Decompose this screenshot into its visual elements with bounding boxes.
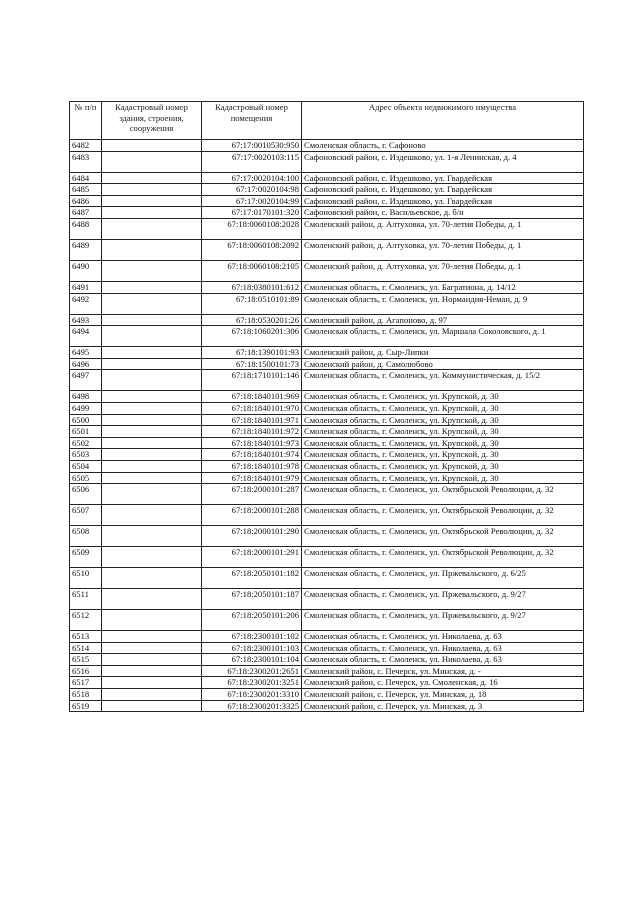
table-row: [70, 631, 584, 643]
row-number-cell: 6498: [70, 391, 102, 403]
premises-cadastral-cell: 67:18:2300101:103: [202, 642, 302, 654]
building-cadastral-cell: [102, 281, 202, 293]
address-cell: Смоленская область, г. Смоленск, ул. Крупской, д. 30: [302, 426, 584, 438]
table-row: [70, 370, 584, 391]
address-cell: Смоленская область, г. Смоленск, ул. Багратиона, д. 14/12: [302, 281, 584, 293]
building-cadastral-cell: [102, 631, 202, 643]
address-cell: Смоленская область, г. Смоленск, ул. Крупской, д. 30: [302, 402, 584, 414]
header-premises-cadastral-number: Кадастровый номер помещения: [202, 102, 302, 140]
premises-cadastral-cell: 67:18:2050101:187: [202, 589, 302, 610]
address-cell: Смоленский район, д. Сыр-Липки: [302, 347, 584, 359]
row-number-cell: 6493: [70, 314, 102, 326]
table-row: [70, 449, 584, 461]
address-cell: Смоленская область, г. Смоленск, ул. Октябрьской Революции, д. 32: [302, 484, 584, 505]
table-row: [70, 195, 584, 207]
building-cadastral-cell: [102, 239, 202, 260]
premises-cadastral-cell: 67:18:2050101:182: [202, 568, 302, 589]
row-number-cell: 6502: [70, 437, 102, 449]
address-cell: Смоленский район, д. Алтуховка, ул. 70-летия Победы, д. 1: [302, 239, 584, 260]
premises-cadastral-cell: 67:18:1840101:971: [202, 414, 302, 426]
building-cadastral-cell: [102, 260, 202, 281]
row-number-cell: 6482: [70, 140, 102, 152]
table-row: [70, 391, 584, 403]
address-cell: Смоленская область, г. Смоленск, ул. Крупской, д. 30: [302, 449, 584, 461]
row-number-cell: 6483: [70, 151, 102, 172]
table-row: [70, 437, 584, 449]
building-cadastral-cell: [102, 195, 202, 207]
premises-cadastral-cell: 67:18:2000101:291: [202, 547, 302, 568]
address-cell: Смоленская область, г. Смоленск, ул. Коммунистическая, д. 15/2: [302, 370, 584, 391]
premises-cadastral-cell: 67:18:2000101:290: [202, 526, 302, 547]
address-cell: Смоленская область, г. Смоленск, ул. Октябрьской Революции, д. 32: [302, 547, 584, 568]
address-cell: Смоленская область, г. Смоленск, ул. Пржевальского, д. 9/27: [302, 610, 584, 631]
building-cadastral-cell: [102, 568, 202, 589]
address-cell: Смоленская область, г. Смоленск, ул. Пржевальского, д. 9/27: [302, 589, 584, 610]
header-property-address: Адрес объекта недвижимого имущества: [302, 102, 584, 140]
address-cell: Смоленская область, г. Сафоново: [302, 140, 584, 152]
building-cadastral-cell: [102, 426, 202, 438]
table-row: [70, 700, 584, 712]
building-cadastral-cell: [102, 347, 202, 359]
row-number-cell: 6490: [70, 260, 102, 281]
row-number-cell: 6504: [70, 460, 102, 472]
address-cell: Смоленская область, г. Смоленск, ул. Октябрьской Революции, д. 32: [302, 526, 584, 547]
table-header-row: [70, 102, 584, 140]
row-number-cell: 6491: [70, 281, 102, 293]
premises-cadastral-cell: 67:18:2300101:102: [202, 631, 302, 643]
premises-cadastral-cell: 67:18:2000101:288: [202, 505, 302, 526]
premises-cadastral-cell: 67:18:1710101:146: [202, 370, 302, 391]
address-cell: Смоленская область, г. Смоленск, ул. Николаева, д. 63: [302, 642, 584, 654]
premises-cadastral-cell: 67:18:2300201:3310: [202, 689, 302, 701]
building-cadastral-cell: [102, 218, 202, 239]
row-number-cell: 6492: [70, 293, 102, 314]
table-row: [70, 347, 584, 359]
premises-cadastral-cell: 67:18:1390101:93: [202, 347, 302, 359]
address-cell: Сафоновский район, с. Издешково, ул. Гвардейская: [302, 184, 584, 196]
table-row: [70, 293, 584, 314]
premises-cadastral-cell: 67:18:2300201:3251: [202, 677, 302, 689]
row-number-cell: 6518: [70, 689, 102, 701]
building-cadastral-cell: [102, 172, 202, 184]
table-row: [70, 654, 584, 666]
row-number-cell: 6506: [70, 484, 102, 505]
premises-cadastral-cell: 67:17:0170101:320: [202, 207, 302, 219]
row-number-cell: 6511: [70, 589, 102, 610]
table-row: [70, 414, 584, 426]
building-cadastral-cell: [102, 370, 202, 391]
row-number-cell: 6514: [70, 642, 102, 654]
table-row: [70, 218, 584, 239]
row-number-cell: 6512: [70, 610, 102, 631]
row-number-cell: 6500: [70, 414, 102, 426]
premises-cadastral-cell: 67:18:0060108:2105: [202, 260, 302, 281]
building-cadastral-cell: [102, 700, 202, 712]
header-row-number: № п/п: [70, 102, 102, 140]
premises-cadastral-cell: 67:17:0020103:115: [202, 151, 302, 172]
premises-cadastral-cell: 67:17:0010530:950: [202, 140, 302, 152]
building-cadastral-cell: [102, 402, 202, 414]
building-cadastral-cell: [102, 358, 202, 370]
address-cell: Смоленская область, г. Смоленск, ул. Николаева, д. 63: [302, 631, 584, 643]
building-cadastral-cell: [102, 472, 202, 484]
address-cell: Смоленская область, г. Смоленск, ул. Маршала Соколовского, д. 1: [302, 326, 584, 347]
building-cadastral-cell: [102, 526, 202, 547]
row-number-cell: 6503: [70, 449, 102, 461]
premises-cadastral-cell: 67:18:1840101:973: [202, 437, 302, 449]
premises-cadastral-cell: 67:18:0530201:26: [202, 314, 302, 326]
building-cadastral-cell: [102, 642, 202, 654]
address-cell: Смоленская область, г. Смоленск, ул. Пржевальского, д. 6/25: [302, 568, 584, 589]
property-register-table: [69, 101, 584, 712]
address-cell: Смоленская область, г. Смоленск, ул. Николаева, д. 63: [302, 654, 584, 666]
table-row: [70, 426, 584, 438]
premises-cadastral-cell: 67:18:2000101:287: [202, 484, 302, 505]
building-cadastral-cell: [102, 140, 202, 152]
building-cadastral-cell: [102, 547, 202, 568]
row-number-cell: 6505: [70, 472, 102, 484]
row-number-cell: 6484: [70, 172, 102, 184]
premises-cadastral-cell: 67:18:2300101:104: [202, 654, 302, 666]
row-number-cell: 6488: [70, 218, 102, 239]
premises-cadastral-cell: 67:18:1840101:979: [202, 472, 302, 484]
table-row: [70, 358, 584, 370]
row-number-cell: 6515: [70, 654, 102, 666]
building-cadastral-cell: [102, 589, 202, 610]
table-row: [70, 526, 584, 547]
row-number-cell: 6513: [70, 631, 102, 643]
premises-cadastral-cell: 67:18:2300201:3325: [202, 700, 302, 712]
table-row: [70, 402, 584, 414]
table-row: [70, 484, 584, 505]
premises-cadastral-cell: 67:18:1500101:73: [202, 358, 302, 370]
building-cadastral-cell: [102, 484, 202, 505]
address-cell: Смоленский район, д. Алтуховка, ул. 70-летия Победы, д. 1: [302, 260, 584, 281]
premises-cadastral-cell: 67:18:1840101:978: [202, 460, 302, 472]
address-cell: Смоленский район, с. Печерск, ул. Минская, д. 18: [302, 689, 584, 701]
row-number-cell: 6517: [70, 677, 102, 689]
premises-cadastral-cell: 67:18:0510101:89: [202, 293, 302, 314]
table-row: [70, 207, 584, 219]
address-cell: Смоленская область, г. Смоленск, ул. Нормандия-Неман, д. 9: [302, 293, 584, 314]
building-cadastral-cell: [102, 654, 202, 666]
building-cadastral-cell: [102, 184, 202, 196]
building-cadastral-cell: [102, 151, 202, 172]
table-row: [70, 172, 584, 184]
row-number-cell: 6495: [70, 347, 102, 359]
header-building-cadastral-number: Кадастровый номер здания, строения, сооружения: [102, 102, 202, 140]
premises-cadastral-cell: 67:18:1060201:306: [202, 326, 302, 347]
premises-cadastral-cell: 67:17:0020104:99: [202, 195, 302, 207]
building-cadastral-cell: [102, 505, 202, 526]
premises-cadastral-cell: 67:18:1840101:972: [202, 426, 302, 438]
address-cell: Смоленская область, г. Смоленск, ул. Крупской, д. 30: [302, 437, 584, 449]
table-row: [70, 505, 584, 526]
building-cadastral-cell: [102, 207, 202, 219]
building-cadastral-cell: [102, 293, 202, 314]
address-cell: Сафоновский район, с. Издешково, ул. Гвардейская: [302, 195, 584, 207]
premises-cadastral-cell: 67:18:0380101:612: [202, 281, 302, 293]
row-number-cell: 6494: [70, 326, 102, 347]
building-cadastral-cell: [102, 677, 202, 689]
row-number-cell: 6510: [70, 568, 102, 589]
table-row: [70, 260, 584, 281]
row-number-cell: 6499: [70, 402, 102, 414]
row-number-cell: 6507: [70, 505, 102, 526]
address-cell: Сафоновский район, с. Васильевское, д. б/н: [302, 207, 584, 219]
row-number-cell: 6487: [70, 207, 102, 219]
table-row: [70, 239, 584, 260]
premises-cadastral-cell: 67:18:2050101:206: [202, 610, 302, 631]
row-number-cell: 6508: [70, 526, 102, 547]
row-number-cell: 6496: [70, 358, 102, 370]
premises-cadastral-cell: 67:18:2300201:2651: [202, 665, 302, 677]
building-cadastral-cell: [102, 689, 202, 701]
address-cell: Смоленский район, с. Печерск, ул. Минская, д. 3: [302, 700, 584, 712]
row-number-cell: 6489: [70, 239, 102, 260]
row-number-cell: 6486: [70, 195, 102, 207]
table-row: [70, 610, 584, 631]
premises-cadastral-cell: 67:17:0020104:100: [202, 172, 302, 184]
building-cadastral-cell: [102, 314, 202, 326]
premises-cadastral-cell: 67:18:0060108:2028: [202, 218, 302, 239]
table-row: [70, 568, 584, 589]
address-cell: Смоленская область, г. Смоленск, ул. Крупской, д. 30: [302, 414, 584, 426]
address-cell: Смоленская область, г. Смоленск, ул. Октябрьской Революции, д. 32: [302, 505, 584, 526]
table-row: [70, 140, 584, 152]
row-number-cell: 6497: [70, 370, 102, 391]
table-row: [70, 689, 584, 701]
table-row: [70, 472, 584, 484]
table-row: [70, 281, 584, 293]
address-cell: Смоленская область, г. Смоленск, ул. Крупской, д. 30: [302, 472, 584, 484]
building-cadastral-cell: [102, 391, 202, 403]
address-cell: Смоленский район, с. Печерск, ул. Смоленская, д. 16: [302, 677, 584, 689]
address-cell: Сафоновский район, с. Издешково, ул. Гвардейская: [302, 172, 584, 184]
address-cell: Смоленский район, д. Самолюбово: [302, 358, 584, 370]
table-row: [70, 460, 584, 472]
table-row: [70, 547, 584, 568]
row-number-cell: 6485: [70, 184, 102, 196]
address-cell: Смоленский район, д. Алтуховка, ул. 70-летия Победы, д. 1: [302, 218, 584, 239]
premises-cadastral-cell: 67:17:0020104:98: [202, 184, 302, 196]
premises-cadastral-cell: 67:18:1840101:970: [202, 402, 302, 414]
table-row: [70, 184, 584, 196]
table-row: [70, 589, 584, 610]
building-cadastral-cell: [102, 460, 202, 472]
row-number-cell: 6516: [70, 665, 102, 677]
table-row: [70, 665, 584, 677]
row-number-cell: 6501: [70, 426, 102, 438]
row-number-cell: 6519: [70, 700, 102, 712]
table-row: [70, 326, 584, 347]
building-cadastral-cell: [102, 610, 202, 631]
address-cell: Смоленская область, г. Смоленск, ул. Крупской, д. 30: [302, 391, 584, 403]
premises-cadastral-cell: 67:18:0060108:2092: [202, 239, 302, 260]
address-cell: Сафоновский район, с. Издешково, ул. 1-я Ленинская, д. 4: [302, 151, 584, 172]
table-row: [70, 151, 584, 172]
address-cell: Смоленский район, с. Печерск, ул. Минская, д. -: [302, 665, 584, 677]
table-row: [70, 642, 584, 654]
row-number-cell: 6509: [70, 547, 102, 568]
address-cell: Смоленская область, г. Смоленск, ул. Крупской, д. 30: [302, 460, 584, 472]
building-cadastral-cell: [102, 449, 202, 461]
address-cell: Смоленский район, д. Агапоново, д. 97: [302, 314, 584, 326]
building-cadastral-cell: [102, 665, 202, 677]
building-cadastral-cell: [102, 326, 202, 347]
building-cadastral-cell: [102, 414, 202, 426]
table-row: [70, 677, 584, 689]
building-cadastral-cell: [102, 437, 202, 449]
premises-cadastral-cell: 67:18:1840101:969: [202, 391, 302, 403]
table-row: [70, 314, 584, 326]
premises-cadastral-cell: 67:18:1840101:974: [202, 449, 302, 461]
